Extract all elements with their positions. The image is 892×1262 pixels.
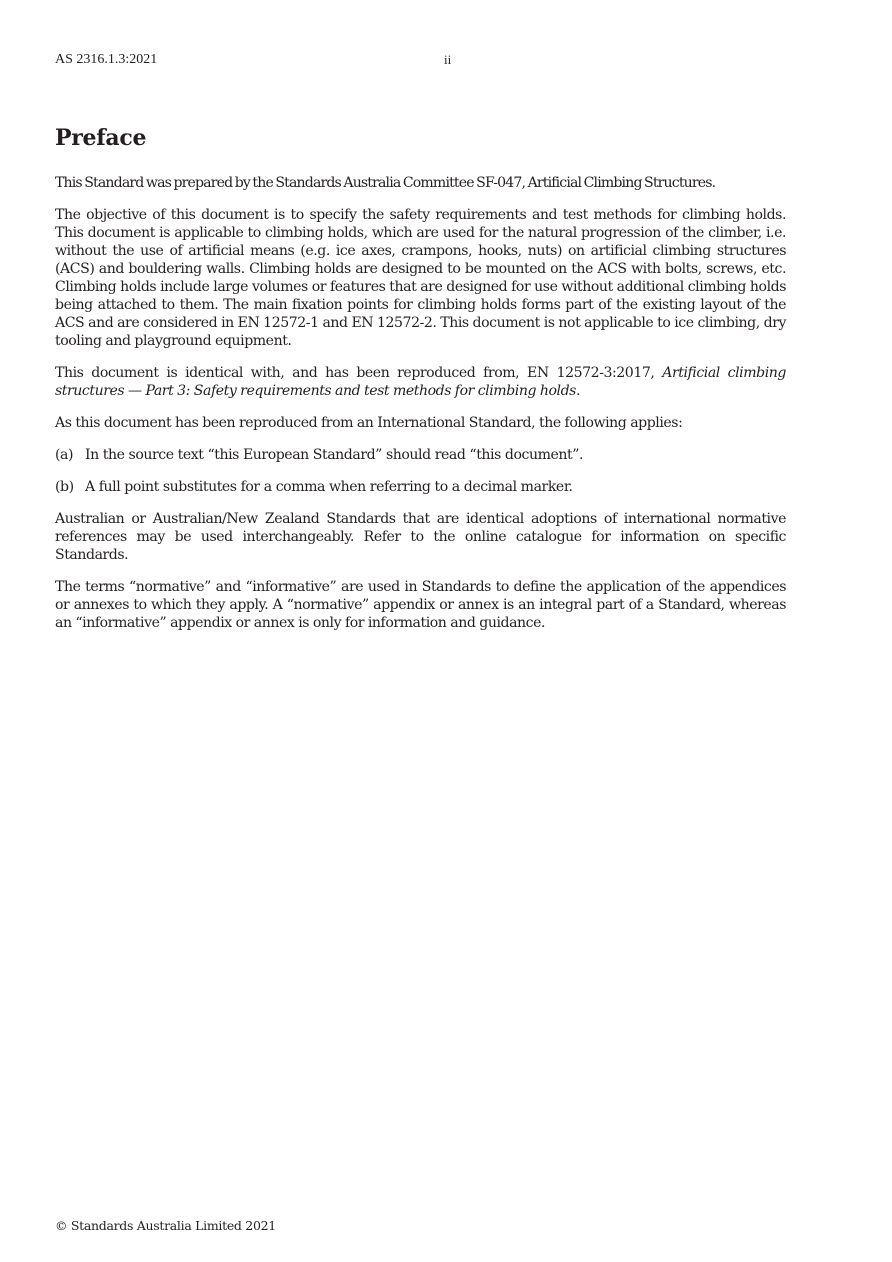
preface-paragraph-terms: The terms “normative” and “informative” are used in Standards to define the application of the appendices or annexes to which they apply. A “normative” appendix or annex is an integral part of a Standard, whereas an “informative” appendix or annex is only for information and guidance. — [55, 579, 786, 631]
list-item-label: (b) — [55, 479, 74, 495]
page-number: ii — [444, 52, 452, 67]
list-item — [55, 478, 786, 496]
copyright-footer: © Standards Australia Limited 2021 — [55, 1218, 276, 1233]
preface-paragraph-applies: As this document has been reproduced from an International Standard, the following applies: — [55, 415, 683, 431]
source-title: Artificial climbing structures — Part 3: Safety requirements and test methods for climbing holds — [55, 365, 786, 399]
list-item-text: A full point substitutes for a comma when referring to a decimal marker. — [85, 479, 573, 495]
preface-paragraph-references: Australian or Australian/New Zealand Standards that are identical adoptions of international normative references may be used interchangeably. Refer to the online catalogue for information on specific Standards. — [55, 511, 786, 563]
standard-code: AS 2316.1.3:2021 — [55, 52, 158, 67]
list-item — [55, 446, 786, 464]
page-title: Preface — [55, 125, 147, 151]
preface-paragraph-committee: This Standard was prepared by the Standards Australia Committee SF-047, Artificial Climbing Structures. — [55, 175, 716, 191]
list-item-text: In the source text “this European Standard” should read “this document”. — [85, 447, 584, 463]
list-item-label: (a) — [55, 447, 74, 463]
preface-section — [55, 122, 786, 646]
preface-paragraph-source — [55, 364, 786, 400]
source-suffix: . — [575, 383, 580, 399]
preface-paragraph-objective: The objective of this document is to specify the safety requirements and test methods for climbing holds. This document is applicable to climbing holds, which are used for the natural progression of the climber, i.e. without the use of artificial means (e.g. ice axes, crampons, hooks, nuts) on artificial climbing structures (ACS) and bouldering walls. Climbing holds are designed to be mounted on the ACS with bolts, screws, etc. Climbing holds include large volumes or features that are designed for use without additional climbing holds being attached to them. The main fixation points for climbing holds forms part of the existing layout of the ACS and are considered in EN 12572-1 and EN 12572-2. This document is not applicable to ice climbing, dry tooling and playground equipment. — [55, 207, 786, 349]
source-text: This document is identical with, and has been reproduced from, EN 12572-3:2017, — [55, 365, 663, 381]
